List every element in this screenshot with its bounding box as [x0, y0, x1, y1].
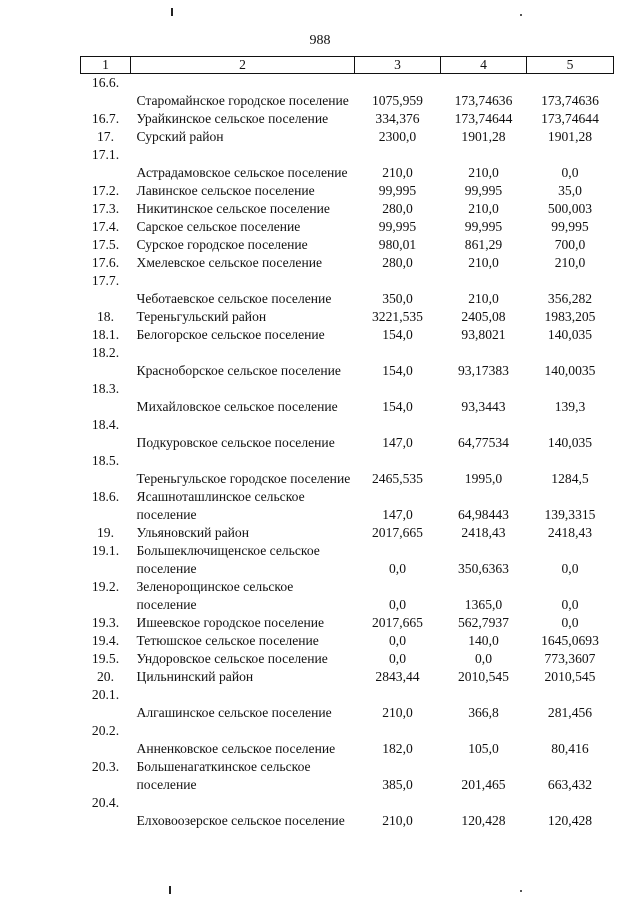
- table-row: [81, 74, 614, 111]
- row-value-col5: 35,0: [558, 183, 582, 198]
- row-value-col5: 139,3315: [544, 507, 596, 522]
- row-name: Зеленорощинское сельское поселение: [136, 579, 294, 612]
- bottom-binding-mark: [169, 886, 171, 894]
- row-value-col4: 861,29: [464, 237, 503, 252]
- row-value-col3: 1075,959: [372, 93, 423, 108]
- row-value-col3: 350,0: [382, 291, 413, 306]
- row-value-col3: 2017,665: [372, 525, 423, 540]
- row-number: 18.6.: [91, 489, 120, 504]
- row-value-col4: 105,0: [468, 741, 499, 756]
- table-row: [81, 326, 614, 344]
- row-name: Хмелевское сельское поселение: [136, 255, 323, 270]
- table-row: [81, 416, 614, 452]
- row-number: 19.1.: [91, 543, 120, 558]
- row-value-col3: 2465,535: [372, 471, 423, 486]
- row-value-col4: 93,3443: [461, 399, 506, 414]
- row-value-col4: 210,0: [468, 255, 499, 270]
- row-number: 18.: [97, 309, 114, 324]
- scan-dot: [520, 14, 522, 16]
- row-value-col3: 210,0: [382, 165, 413, 180]
- row-value-col4: 1901,28: [461, 129, 506, 144]
- table-row: [81, 380, 614, 416]
- row-name: Ульяновский район: [136, 525, 249, 540]
- table-row: [81, 146, 614, 182]
- table-row: [81, 200, 614, 218]
- row-value-col4: 93,8021: [461, 327, 506, 342]
- row-number: 17.2.: [91, 183, 120, 198]
- row-value-col3: 280,0: [382, 255, 413, 270]
- row-value-col3: 154,0: [382, 363, 413, 378]
- row-value-col4: 350,6363: [458, 561, 509, 576]
- row-value-col3: 334,376: [375, 111, 420, 126]
- row-value-col5: 1983,205: [544, 309, 596, 324]
- row-value-col4: 0,0: [475, 651, 492, 666]
- row-number: 16.6.: [91, 75, 120, 90]
- table-row: [81, 542, 614, 578]
- row-value-col3: 147,0: [382, 435, 413, 450]
- row-value-col4: 140,0: [468, 633, 499, 648]
- table-row: [81, 182, 614, 200]
- table-row: [81, 128, 614, 146]
- row-name: Тетюшское сельское поселение: [136, 633, 319, 648]
- row-value-col4: 1365,0: [464, 597, 503, 612]
- row-value-col3: 99,995: [378, 219, 417, 234]
- row-value-col5: 99,995: [551, 219, 589, 234]
- row-number: 17.4.: [91, 219, 120, 234]
- row-number: 18.4.: [91, 417, 120, 432]
- table-row: [81, 668, 614, 686]
- row-value-col5: 281,456: [547, 705, 593, 720]
- scan-dot: [520, 890, 522, 892]
- header-cell: 1: [81, 57, 131, 74]
- row-number: 20.4.: [91, 795, 120, 810]
- row-value-col3: 0,0: [389, 561, 406, 576]
- row-value-col3: 154,0: [382, 399, 413, 414]
- table-row: [81, 578, 614, 614]
- table-row: [81, 632, 614, 650]
- table-row: [81, 308, 614, 326]
- row-value-col4: 99,995: [464, 219, 503, 234]
- row-value-col5: 140,035: [547, 435, 593, 450]
- row-value-col4: 210,0: [468, 201, 499, 216]
- row-name: Чеботаевское сельское поселение: [136, 291, 332, 306]
- row-name: Ясашноташлинское сельское поселение: [136, 489, 305, 522]
- row-value-col4: 2418,43: [461, 525, 506, 540]
- header-cell: 2: [131, 57, 355, 74]
- row-name: Сурское городское поселение: [136, 237, 308, 252]
- row-name: Подкуровское сельское поселение: [136, 435, 335, 450]
- row-value-col3: 147,0: [382, 507, 413, 522]
- row-number: 18.1.: [91, 327, 120, 342]
- row-value-col4: 99,995: [464, 183, 503, 198]
- table-row: [81, 236, 614, 254]
- row-number: 18.5.: [91, 453, 120, 468]
- row-value-col5: 173,74644: [541, 111, 599, 126]
- row-value-col5: 1645,0693: [541, 633, 599, 648]
- row-number: 20.2.: [91, 723, 120, 738]
- row-value-col3: 99,995: [378, 183, 417, 198]
- row-name: Ишеевское городское поселение: [136, 615, 325, 630]
- row-value-col3: 2017,665: [372, 615, 423, 630]
- row-value-col3: 0,0: [389, 633, 406, 648]
- row-value-col5: 663,432: [547, 777, 593, 792]
- row-number: 19.: [97, 525, 114, 540]
- row-value-col3: 2843,44: [375, 669, 420, 684]
- row-name: Урайкинское сельское поселение: [136, 111, 329, 126]
- row-name: Ундоровское сельское поселение: [136, 651, 328, 666]
- table-row: [81, 524, 614, 542]
- row-number: 19.5.: [91, 651, 120, 666]
- row-value-col5: 0,0: [561, 561, 579, 576]
- row-value-col3: 0,0: [389, 651, 406, 666]
- row-name: Астрадамовское сельское поселение: [136, 165, 348, 180]
- row-value-col5: 500,003: [547, 201, 593, 216]
- row-number: 17.: [97, 129, 114, 144]
- row-number: 17.3.: [91, 201, 120, 216]
- row-number: 16.7.: [91, 111, 120, 126]
- row-value-col4: 1995,0: [464, 471, 503, 486]
- row-value-col3: 210,0: [382, 705, 413, 720]
- row-value-col4: 93,17383: [458, 363, 509, 378]
- row-name: Тереньгульский район: [136, 309, 267, 324]
- table-row: [81, 686, 614, 722]
- row-number: 18.2.: [91, 345, 120, 360]
- row-value-col3: 385,0: [382, 777, 413, 792]
- row-value-col3: 182,0: [382, 741, 413, 756]
- row-number: 19.2.: [91, 579, 120, 594]
- row-value-col4: 562,7937: [458, 615, 509, 630]
- row-name: Сарское сельское поселение: [136, 219, 301, 234]
- row-value-col5: 1901,28: [547, 129, 593, 144]
- table-row: [81, 110, 614, 128]
- row-value-col5: 773,3607: [544, 651, 596, 666]
- table-row: [81, 794, 614, 830]
- row-number: 20.: [97, 669, 114, 684]
- table-row: [81, 488, 614, 524]
- row-name: Сурский район: [136, 129, 224, 144]
- row-name: Алгашинское сельское поселение: [136, 705, 332, 720]
- row-value-col3: 3221,535: [372, 309, 423, 324]
- row-value-col4: 210,0: [468, 291, 499, 306]
- header-cell: 4: [441, 57, 527, 74]
- row-value-col4: 173,74636: [454, 93, 513, 108]
- table-row: [81, 254, 614, 272]
- row-name: Тереньгульское городское поселение: [136, 471, 351, 486]
- row-name: Анненковское сельское поселение: [136, 741, 336, 756]
- row-name: Елховоозерское сельское поселение: [136, 813, 345, 828]
- top-binding-mark: [171, 8, 173, 16]
- row-value-col5: 80,416: [551, 741, 589, 756]
- row-number: 18.3.: [91, 381, 120, 396]
- table-row: [81, 758, 614, 794]
- row-value-col5: 140,035: [547, 327, 593, 342]
- row-value-col5: 1284,5: [551, 471, 589, 486]
- row-name: Большенагаткинское сельское поселение: [136, 759, 311, 792]
- table-row: [81, 722, 614, 758]
- row-number: 20.3.: [91, 759, 120, 774]
- row-value-col5: 0,0: [561, 597, 579, 612]
- row-name: Лавинское сельское поселение: [136, 183, 315, 198]
- row-value-col3: 0,0: [389, 597, 406, 612]
- row-name: Никитинское сельское поселение: [136, 201, 330, 216]
- row-value-col5: 2418,43: [547, 525, 593, 540]
- page-number: 988: [309, 33, 331, 48]
- row-name: Белогорское сельское поселение: [136, 327, 325, 342]
- row-number: 19.3.: [91, 615, 120, 630]
- row-value-col5: 356,282: [547, 291, 593, 306]
- header-cell: 3: [355, 57, 441, 74]
- header-cell: 5: [527, 57, 614, 74]
- table-row: [81, 650, 614, 668]
- row-number: 19.4.: [91, 633, 120, 648]
- row-value-col4: 120,428: [461, 813, 506, 828]
- row-value-col5: 700,0: [554, 237, 586, 252]
- row-name: Цильнинский район: [136, 669, 254, 684]
- row-value-col4: 64,77534: [458, 435, 509, 450]
- row-value-col4: 366,8: [468, 705, 499, 720]
- row-name: Михайловское сельское поселение: [136, 399, 338, 414]
- row-number: 20.1.: [91, 687, 120, 702]
- row-value-col5: 210,0: [554, 255, 586, 270]
- table-row: [81, 218, 614, 236]
- row-value-col4: 2010,545: [458, 669, 509, 684]
- budget-table: [80, 56, 614, 830]
- row-value-col5: 120,428: [547, 813, 593, 828]
- row-value-col3: 210,0: [382, 813, 413, 828]
- row-value-col3: 280,0: [382, 201, 413, 216]
- row-name: Большеключищенское сельское поселение: [136, 543, 320, 576]
- row-name: Красноборское сельское поселение: [136, 363, 341, 378]
- row-value-col4: 173,74644: [454, 111, 513, 126]
- table-header-row: [81, 57, 614, 74]
- table-row: [81, 614, 614, 632]
- row-value-col4: 210,0: [468, 165, 499, 180]
- row-value-col4: 201,465: [461, 777, 506, 792]
- row-number: 17.6.: [91, 255, 120, 270]
- table-row: [81, 452, 614, 488]
- row-number: 17.1.: [91, 147, 120, 162]
- row-value-col3: 980,01: [378, 237, 417, 252]
- row-number: 17.7.: [91, 273, 120, 288]
- row-value-col4: 64,98443: [458, 507, 509, 522]
- row-value-col5: 0,0: [561, 615, 579, 630]
- row-value-col3: 2300,0: [378, 129, 417, 144]
- table-row: [81, 344, 614, 380]
- row-value-col3: 154,0: [382, 327, 413, 342]
- row-value-col5: 173,74636: [541, 93, 599, 108]
- row-value-col5: 2010,545: [544, 669, 596, 684]
- row-value-col5: 139,3: [554, 399, 586, 414]
- row-value-col5: 140,0035: [544, 363, 596, 378]
- row-value-col4: 2405,08: [461, 309, 506, 324]
- table-row: [81, 272, 614, 308]
- row-number: 17.5.: [91, 237, 120, 252]
- row-value-col5: 0,0: [561, 165, 579, 180]
- row-name: Старомайнское городское поселение: [136, 93, 349, 108]
